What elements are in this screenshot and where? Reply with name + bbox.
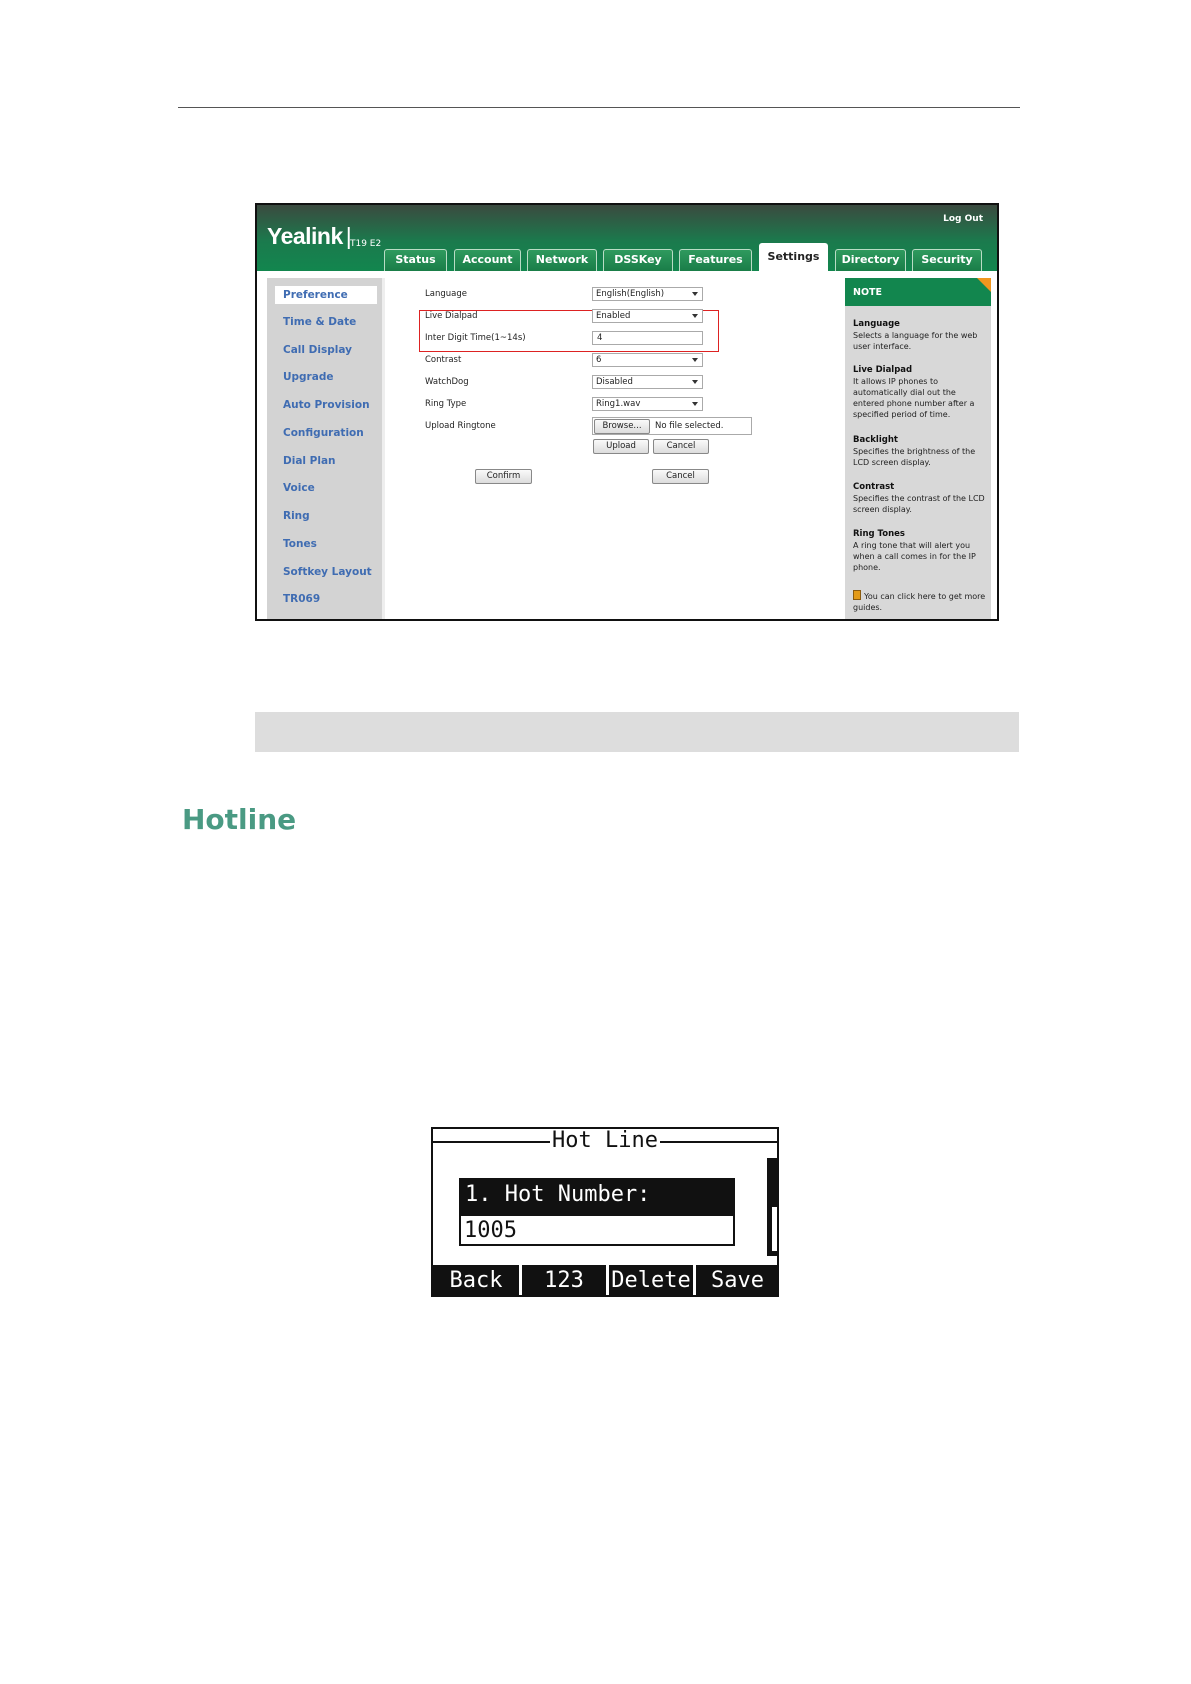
softkey-save[interactable]: Save — [711, 1268, 764, 1293]
section-heading: Hotline — [182, 803, 297, 836]
note-text: A ring tone that will alert you when a call comes in for the IP phone. — [853, 541, 976, 572]
sidebar-item-dial-plan[interactable]: Dial Plan — [283, 455, 336, 467]
watchdog-select[interactable]: Disabled — [592, 375, 703, 389]
upload-button[interactable]: Upload — [593, 439, 649, 454]
language-label: Language — [425, 289, 467, 299]
note-header: NOTE — [845, 278, 991, 306]
web-ui-header — [257, 205, 997, 271]
note-panel — [845, 278, 991, 621]
sidebar-item-tr069[interactable]: TR069 — [283, 593, 321, 605]
sidebar-item-upgrade[interactable]: Upgrade — [283, 371, 334, 383]
note-text: It allows IP phones to automatically dial out the entered phone number after a specified period of time. — [853, 377, 975, 419]
sidebar-item-call-display[interactable]: Call Display — [283, 344, 352, 356]
sidebar-item-configuration[interactable]: Configuration — [283, 427, 364, 439]
language-select[interactable]: English(English) — [592, 287, 703, 301]
chevron-down-icon — [692, 380, 698, 384]
contrast-label: Contrast — [425, 355, 462, 365]
chevron-down-icon — [692, 292, 698, 296]
tab-settings[interactable]: Settings — [759, 243, 828, 271]
tab-account[interactable]: Account — [454, 249, 521, 271]
note-text: Selects a language for the web user interface. — [853, 331, 978, 351]
sidebar-item-auto-provision[interactable]: Auto Provision — [283, 399, 370, 411]
guide-link[interactable]: You can click here to get more guides. — [853, 592, 986, 612]
tab-dsskey[interactable]: DSSKey — [603, 249, 673, 271]
ring-type-select[interactable]: Ring1.wav — [592, 397, 703, 411]
phone-lcd-screenshot — [431, 1127, 779, 1297]
tab-network[interactable]: Network — [527, 249, 597, 271]
confirm-button[interactable]: Confirm — [475, 469, 532, 484]
scrollbar-thumb — [772, 1207, 777, 1251]
softkey-delete[interactable]: Delete — [611, 1268, 691, 1293]
live-dialpad-select[interactable]: Enabled — [592, 309, 703, 323]
note-title: Language — [853, 319, 900, 329]
note-title: Contrast — [853, 482, 895, 492]
sidebar-item-softkey-layout[interactable]: Softkey Layout — [283, 566, 372, 578]
cancel-button[interactable]: Cancel — [652, 469, 709, 484]
note-text: Specifies the brightness of the LCD screen display. — [853, 447, 976, 467]
yealink-logo: Yealink | — [267, 223, 352, 249]
softkey-back[interactable]: Back — [449, 1268, 503, 1293]
book-icon — [853, 590, 861, 600]
inter-digit-input[interactable]: 4 — [592, 331, 703, 345]
sidebar-item-ring[interactable]: Ring — [283, 510, 310, 522]
logout-link[interactable]: Log Out — [943, 214, 983, 224]
gray-bar — [255, 712, 1019, 752]
contrast-select[interactable]: 6 — [592, 353, 703, 367]
inter-digit-label: Inter Digit Time(1~14s) — [425, 333, 526, 343]
chevron-down-icon — [692, 402, 698, 406]
model-label: T19 E2 — [350, 239, 382, 249]
page-top-rule — [178, 107, 1020, 108]
sidebar-item-time-date[interactable]: Time & Date — [283, 316, 357, 328]
note-title: Live Dialpad — [853, 365, 913, 375]
sidebar-item-tones[interactable]: Tones — [283, 538, 317, 550]
lcd-title: Hot Line — [552, 1128, 658, 1153]
sidebar-item-voice[interactable]: Voice — [283, 482, 315, 494]
note-title: Backlight — [853, 435, 898, 445]
note-corner — [977, 278, 991, 292]
browse-button[interactable]: Browse... — [594, 419, 650, 434]
settings-sidebar — [267, 278, 385, 621]
upload-cancel-button[interactable]: Cancel — [653, 439, 709, 454]
ring-type-label: Ring Type — [425, 399, 467, 409]
tab-features[interactable]: Features — [679, 249, 752, 271]
note-title: Ring Tones — [853, 529, 905, 539]
tab-directory[interactable]: Directory — [835, 249, 906, 271]
upload-ringtone-label: Upload Ringtone — [425, 421, 496, 431]
file-chooser — [592, 417, 752, 435]
web-ui-screenshot — [255, 203, 999, 621]
no-file-text: No file selected. — [655, 421, 724, 431]
watchdog-label: WatchDog — [425, 377, 469, 387]
sidebar-item-preference[interactable]: Preference — [275, 286, 377, 304]
tab-status[interactable]: Status — [384, 249, 447, 271]
note-text: Specifies the contrast of the LCD screen display. — [853, 494, 985, 514]
softkey-bar — [433, 1265, 777, 1297]
chevron-down-icon — [692, 358, 698, 362]
softkey-123[interactable]: 123 — [544, 1268, 584, 1293]
hot-number-input[interactable]: 1005 — [459, 1214, 735, 1246]
hot-number-label: 1. Hot Number: — [459, 1178, 735, 1214]
chevron-down-icon — [692, 314, 698, 318]
live-dialpad-label: Live Dialpad — [425, 311, 478, 321]
preference-form — [397, 278, 797, 621]
tab-security[interactable]: Security — [912, 249, 982, 271]
